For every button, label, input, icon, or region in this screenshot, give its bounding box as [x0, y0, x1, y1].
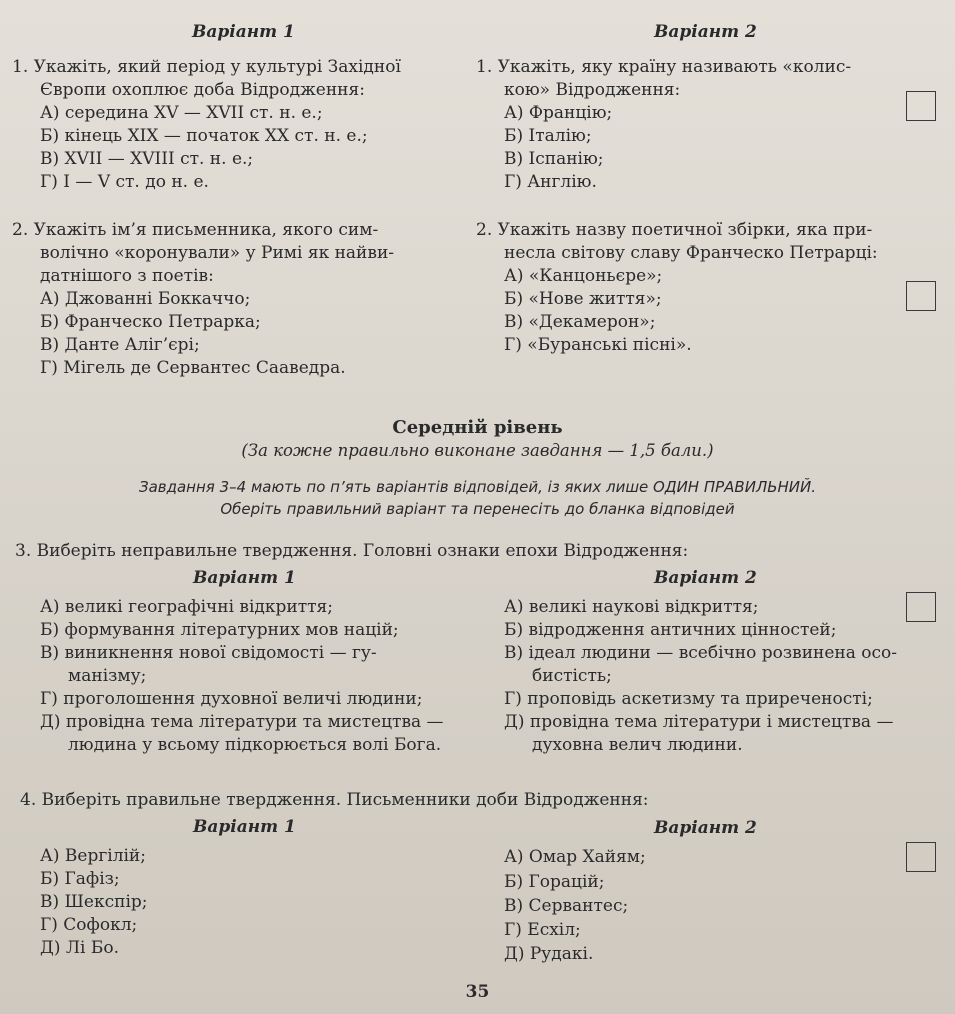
q4-v2-option-d: Г) Есхіл;	[504, 920, 581, 940]
variant-1-title: Варіант 1	[192, 22, 295, 42]
q4-v2-option-c: В) Сервантес;	[504, 896, 629, 916]
q4-variant-2-title: Варіант 2	[654, 818, 757, 838]
q2-v2-option-a: А) «Канцоньєре»;	[504, 266, 663, 286]
q1-v2-question-line: кою» Відродження:	[504, 80, 681, 100]
q3-v1-option-d: Г) проголошення духовної величі людини;	[40, 689, 423, 709]
q2-v2-option-b: Б) «Нове життя»;	[504, 289, 662, 309]
q2-v1-option-d: Г) Мігель де Сервантес Сааведра.	[40, 358, 346, 378]
q1-v1-question-line: Європи охоплює доба Відродження:	[40, 80, 365, 100]
q2-v2-option-d: Г) «Буранські пісні».	[504, 335, 692, 355]
q2-v1-question-line: 2. Укажіть ім’я письменника, якого сим-	[12, 220, 379, 240]
q4-v2-option-e: Д) Рудакі.	[504, 944, 594, 964]
q3-v1-option-b: Б) формування літературних мов націй;	[40, 620, 399, 640]
q3-variant-2-title: Варіант 2	[654, 568, 757, 588]
q1-v1-option-c: В) XVII — XVIII ст. н. е.;	[40, 149, 254, 169]
q1-v2-question-line: 1. Укажіть, яку країну називають «колис-	[476, 57, 852, 77]
q3-v2-option-c: В) ідеал людини — всебічно розвинена осо-	[504, 643, 898, 663]
q1-answer-box[interactable]	[906, 91, 936, 121]
page-number: 35	[465, 982, 490, 1002]
q2-v2-option-c: В) «Декамерон»;	[504, 312, 656, 332]
section-subheading: (За кожне правильно виконане завдання — 1,5 бали.)	[241, 441, 714, 460]
q2-v1-question-line: датнішого з поетів:	[40, 266, 214, 286]
q4-v2-option-b: Б) Горацій;	[504, 872, 605, 892]
q4-answer-box[interactable]	[906, 842, 936, 872]
q2-answer-box[interactable]	[906, 281, 936, 311]
q4-v1-option-a: А) Вергілій;	[40, 846, 146, 866]
q2-v1-option-c: В) Данте Аліг’єрі;	[40, 335, 200, 355]
q3-v2-option-b: Б) відродження античних цінностей;	[504, 620, 837, 640]
q3-variant-1-title: Варіант 1	[193, 568, 296, 588]
q3-v1-option-c: В) виникнення нової свідомості — гу-	[40, 643, 377, 663]
q2-v1-option-a: А) Джованні Боккаччо;	[40, 289, 251, 309]
q1-v1-option-b: Б) кінець XIX — початок XX ст. н. е.;	[40, 126, 368, 146]
instruction-line: Завдання 3–4 мають по п’ять варіантів відповідей, із яких лише ОДИН ПРАВИЛЬНИЙ.	[138, 478, 817, 496]
q3-v2-option-e: Д) провідна тема літератури і мистецтва —	[504, 712, 894, 732]
q1-v1-option-d: Г) I — V ст. до н. е.	[40, 172, 209, 192]
q1-v2-option-b: Б) Італію;	[504, 126, 592, 146]
q4-v1-option-b: Б) Гафіз;	[40, 869, 120, 889]
instruction-line: Оберіть правильний варіант та перенесіть до бланка відповідей	[220, 500, 735, 518]
q3-v2-option-e-cont: духовна велич людини.	[532, 735, 743, 755]
q4-v1-option-d: Г) Софокл;	[40, 915, 138, 935]
q3-v1-option-a: А) великі географічні відкриття;	[40, 597, 333, 617]
q4-v1-option-c: В) Шекспір;	[40, 892, 148, 912]
q4-v1-option-e: Д) Лі Бо.	[40, 938, 120, 958]
q3-v1-option-e-cont: людина у всьому підкорюється волі Бога.	[68, 735, 442, 755]
q3-v2-option-d: Г) проповідь аскетизму та приреченості;	[504, 689, 873, 709]
q1-v2-option-a: А) Францію;	[504, 103, 613, 123]
q3-question: 3. Виберіть неправильне твердження. Головні ознаки епохи Відродження:	[15, 541, 689, 561]
q2-v2-question-line: несла світову славу Франческо Петрарці:	[504, 243, 878, 263]
variant-2-title: Варіант 2	[654, 22, 757, 42]
q3-answer-box[interactable]	[906, 592, 936, 622]
q3-v2-option-c-cont: бистість;	[532, 666, 612, 686]
q4-variant-1-title: Варіант 1	[193, 817, 296, 837]
q3-v1-option-e: Д) провідна тема літератури та мистецтва —	[40, 712, 444, 732]
q2-v1-option-b: Б) Франческо Петрарка;	[40, 312, 261, 332]
q1-v1-option-a: А) середина XV — XVII ст. н. е.;	[40, 103, 323, 123]
q2-v1-question-line: волічно «коронували» у Римі як найви-	[40, 243, 395, 263]
q3-v2-option-a: А) великі наукові відкриття;	[504, 597, 759, 617]
q1-v2-option-c: В) Іспанію;	[504, 149, 604, 169]
q2-v2-question-line: 2. Укажіть назву поетичної збірки, яка при-	[476, 220, 873, 240]
q1-v1-question-line: 1. Укажіть, який період у культурі Західної	[12, 57, 401, 77]
q4-question: 4. Виберіть правильне твердження. Письменники доби Відродження:	[20, 790, 649, 810]
q4-v2-option-a: А) Омар Хайям;	[504, 847, 646, 867]
q1-v2-option-d: Г) Англію.	[504, 172, 597, 192]
q3-v1-option-c-cont: манізму;	[68, 666, 147, 686]
section-heading: Середній рівень	[392, 417, 563, 438]
